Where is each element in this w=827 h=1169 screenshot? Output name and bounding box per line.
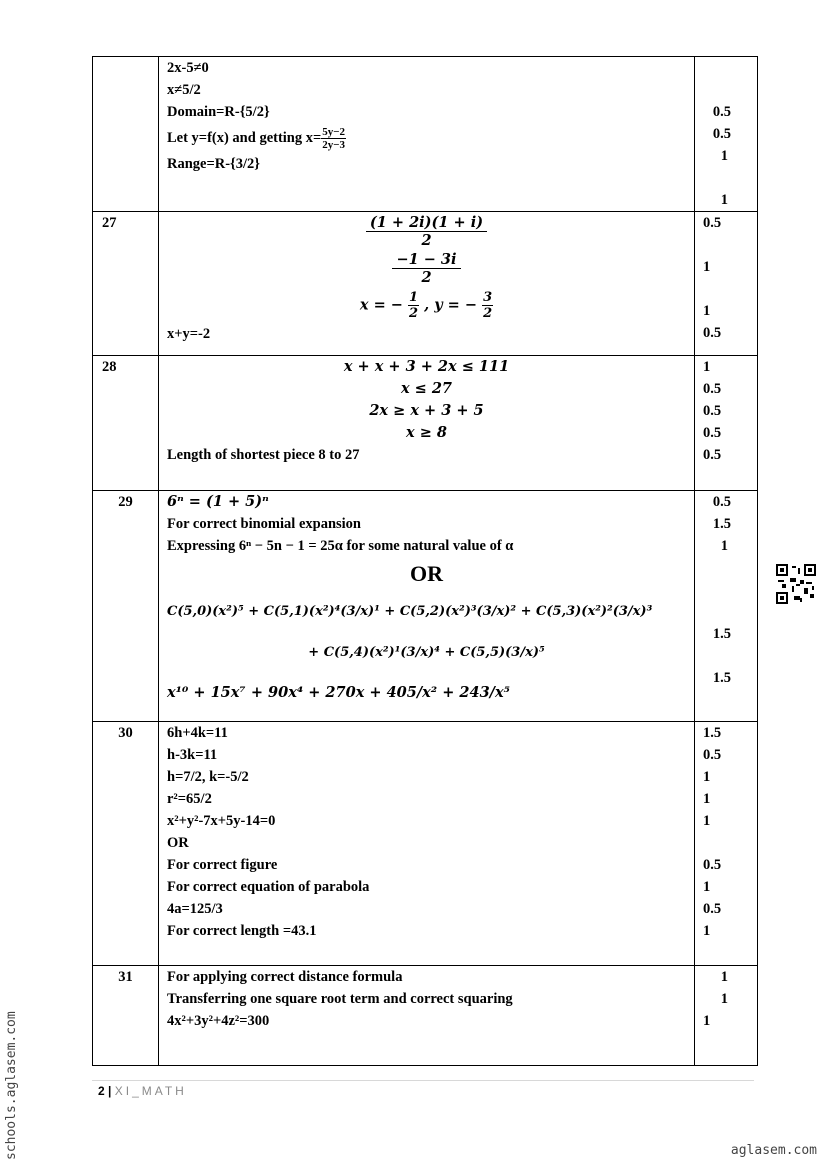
answer-line: For correct length =43.1 [167, 923, 317, 939]
fraction-denominator: 2y−3 [322, 139, 346, 152]
mark-value: 0.5 [703, 381, 722, 397]
footer-divider [92, 1080, 754, 1081]
equation-text: x = − [359, 296, 403, 314]
answer-line: Length of shortest piece 8 to 27 [167, 447, 360, 463]
equation: x¹⁰ + 15x⁷ + 90x⁴ + 270x + 405/x² + 243/x⁵ [167, 684, 510, 701]
answer-line: Transferring one square root term and correct squaring [167, 991, 513, 1007]
mark-value: 1 [703, 359, 711, 375]
answer-line: For correct equation of parabola [167, 879, 370, 895]
mark-value: 1 [703, 769, 711, 785]
fraction-denominator: 2 [421, 269, 432, 286]
table-row [93, 966, 758, 1066]
marks-cell [695, 491, 758, 722]
mark-value: 0.5 [703, 403, 722, 419]
mark-value: 1 [703, 791, 711, 807]
table-row [93, 57, 758, 212]
mark-value: 1 [720, 991, 728, 1007]
answer-cell [159, 722, 695, 966]
marking-scheme-table [92, 56, 758, 1066]
fraction [159, 214, 694, 249]
answer-line: x≠5/2 [167, 82, 201, 98]
fraction-denominator: 2 [421, 232, 432, 249]
mark-value [695, 832, 757, 854]
mark-value: 0.5 [703, 447, 722, 463]
mark-value: 0.5 [712, 126, 731, 142]
answer-line: For applying correct distance formula [167, 969, 403, 985]
mark-value: 1 [703, 259, 711, 275]
or-separator: OR [167, 835, 189, 851]
equation: x ≤ 27 [400, 380, 453, 397]
fraction-denominator: 2 [408, 306, 419, 321]
fraction [482, 290, 493, 321]
answer-line: Expressing 6ⁿ − 5n − 1 = 25α for some natural value of α [167, 538, 514, 554]
question-number [93, 57, 159, 212]
answer-line: Range=R-{3/2} [167, 156, 260, 172]
mark-value: 1 [703, 923, 711, 939]
mark-value: 0.5 [703, 425, 722, 441]
question-number: 29 [93, 491, 159, 722]
answer-line: h-3k=11 [167, 747, 218, 763]
fraction-denominator: 2 [483, 306, 493, 321]
marks-cell [695, 356, 758, 491]
equation [159, 290, 694, 321]
mark-value: 1.5 [703, 725, 722, 741]
equation: x + x + 3 + 2x ≤ 111 [343, 358, 510, 375]
table-row [93, 491, 758, 722]
mark-value: 0.5 [712, 494, 731, 510]
question-number: 30 [93, 722, 159, 966]
mark-value: 0.5 [703, 215, 722, 231]
fraction [159, 251, 694, 286]
fraction-numerator: 5y−2 [322, 126, 346, 139]
mark-value: 0.5 [703, 325, 722, 341]
marks-cell [695, 57, 758, 212]
subject-label: XI_MATH [114, 1084, 187, 1098]
marks-spacer [695, 57, 757, 101]
equation: x ≥ 8 [406, 424, 447, 441]
answer-cell [159, 966, 695, 1066]
answer-line: 4a=125/3 [167, 901, 223, 917]
mark-value: 0.5 [703, 901, 722, 917]
answer-line: h=7/2, k=-5/2 [167, 769, 249, 785]
answer-line: x+y=-2 [167, 326, 211, 342]
answer-line: For correct figure [167, 857, 278, 873]
answer-line: Domain=R-{5/2} [167, 104, 270, 120]
fraction-numerator: (1 + 2i)(1 + i) [366, 214, 487, 232]
question-number: 27 [93, 212, 159, 356]
mark-value: 1 [720, 538, 728, 554]
answer-cell [159, 356, 695, 491]
mark-value: 1 [720, 192, 728, 208]
mark-value: 1 [703, 303, 711, 319]
table-row [93, 722, 758, 966]
footer-separator: | [108, 1084, 112, 1098]
page-footer [98, 1084, 187, 1098]
marks-cell [695, 722, 758, 966]
mark-value: 1 [703, 1013, 711, 1029]
answer-line: 6h+4k=11 [167, 725, 228, 741]
marks-cell [695, 212, 758, 356]
equation: 2x ≥ x + 3 + 5 [369, 402, 484, 419]
answer-text: Let y=f(x) and getting x= [167, 130, 322, 146]
answer-line: 2x-5≠0 [167, 60, 209, 76]
answer-line [159, 123, 694, 153]
answer-line: x²+y²-7x+5y-14=0 [167, 813, 276, 829]
equation: + C(5,4)(x²)¹(3/x)⁴ + C(5,5)(3/x)⁵ [308, 645, 545, 660]
mark-value: 1.5 [712, 516, 731, 532]
answer-cell [159, 491, 695, 722]
qr-code-icon [776, 564, 816, 604]
answer-line: 4x²+3y²+4z²=300 [167, 1013, 270, 1029]
site-watermark: aglasem.com [730, 1143, 817, 1158]
answer-cell [159, 57, 695, 212]
question-number: 28 [93, 356, 159, 491]
equation-text: , y = − [424, 296, 478, 314]
mark-value: 1.5 [712, 670, 731, 686]
question-number: 31 [93, 966, 159, 1066]
answer-line: r²=65/2 [167, 791, 212, 807]
mark-value: 0.5 [712, 104, 731, 120]
fraction [408, 290, 419, 321]
fraction-numerator: 1 [408, 290, 419, 305]
or-separator: OR [410, 561, 443, 586]
side-watermark: schools.aglasem.com [4, 1011, 19, 1160]
mark-value: 0.5 [703, 747, 722, 763]
fraction-numerator: −1 − 3i [392, 251, 460, 269]
equation: 6ⁿ = (1 + 5)ⁿ [167, 493, 269, 510]
mark-value: 1 [720, 969, 728, 985]
fraction [321, 126, 346, 151]
mark-value: 1 [703, 813, 711, 829]
mark-value: 1.5 [712, 626, 731, 642]
table-row [93, 356, 758, 491]
mark-value: 1 [703, 879, 711, 895]
mark-value: 1 [720, 148, 728, 164]
answer-cell [159, 212, 695, 356]
fraction-numerator: 3 [483, 290, 493, 305]
equation: C(5,0)(x²)⁵ + C(5,1)(x²)⁴(3/x)¹ + C(5,2)(x²)³(3/x)² + C(5,3)(x²)²(3/x)³ [167, 604, 653, 619]
table-row [93, 212, 758, 356]
answer-line: For correct binomial expansion [167, 516, 361, 532]
page-number: 2 [98, 1084, 105, 1098]
marks-cell [695, 966, 758, 1066]
mark-value: 0.5 [703, 857, 722, 873]
